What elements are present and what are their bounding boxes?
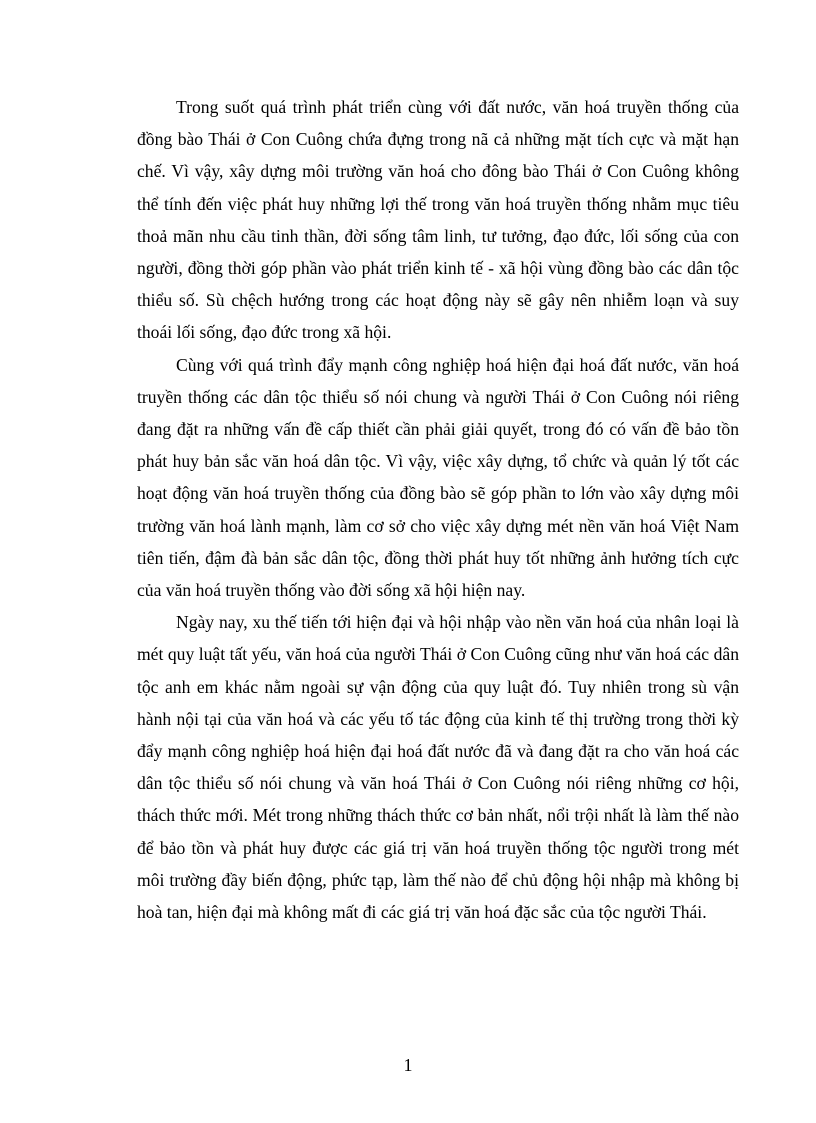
paragraph-2: Cùng với quá trình đẩy mạnh công nghiệp hoá hiện đại hoá đất nước, văn hoá truyền thống các dân tộc thiểu số nói chung và người Thái ở Con Cuông nói riêng đang đặt ra những vấn đề cấp thiết cần phải giải quyết, trong đó có vấn đề bảo tồn phát huy bản sắc văn hoá dân tộc. Vì vậy, việc xây dựng, tổ chức và quản lý tốt các hoạt động văn hoá truyền thống của đồng bào sẽ góp phần to lớn vào xây dựng môi trường văn hoá lành mạnh, làm cơ sở cho việc xây dựng mét nền văn hoá Việt Nam tiên tiến, đậm đà bản sắc dân tộc, đồng thời phát huy tốt những ảnh hưởng tích cực của văn hoá truyền thống vào đời sống xã hội hiện nay.: [137, 354, 739, 601]
paragraph-1: Trong suốt quá trình phát triển cùng với đất nước, văn hoá truyền thống của đồng bào Thái ở Con Cuông chứa đựng trong nã cả những mặt tích cực và mặt hạn chế. Vì vậy, xây dựng môi trường văn hoá cho đông bào Thái ở Con Cuông không thể tính đến việc phát huy những lợi thế trong văn hoá truyền thống nhằm mục tiêu thoả mãn nhu cầu tinh thần, đời sống tâm linh, tư tưởng, đạo đức, lối sống của con người, đồng thời góp phần vào phát triển kinh tế - xã hội vùng đồng bào các dân tộc thiểu số. Sù chệch hướng trong các hoạt động này sẽ gây nên nhiễm loạn và suy thoái lối sống, đạo đức trong xã hội.: [137, 97, 739, 343]
document-body: [137, 91, 739, 928]
page-number: 1: [403, 1055, 413, 1075]
paragraph-3: Ngày nay, xu thế tiến tới hiện đại và hội nhập vào nền văn hoá của nhân loại là mét quy luật tất yếu, văn hoá của người Thái ở Con Cuông cũng như văn hoá các dân tộc anh em khác nằm ngoài sự vận động của quy luật đó. Tuy nhiên trong sù vận hành nội tại của văn hoá và các yếu tố tác động của kinh tế thị trường trong thời kỳ đẩy mạnh công nghiệp hoá hiện đại hoá đất nước đã và đang đặt ra cho văn hoá các dân tộc thiểu số nói chung và văn hoá Thái ở Con Cuông nói riêng những cơ hội, thách thức mới. Mét trong những thách thức cơ bản nhất, nổi trội nhất là làm thế nào để bảo tồn và phát huy được các giá trị văn hoá truyền thống tộc người trong mét môi trường đầy biến động, phức tạp, làm thế nào để chủ động hội nhập mà không bị hoà tan, hiện đại mà không mất đi các giá trị văn hoá đặc sắc của tộc người Thái.: [137, 612, 739, 923]
